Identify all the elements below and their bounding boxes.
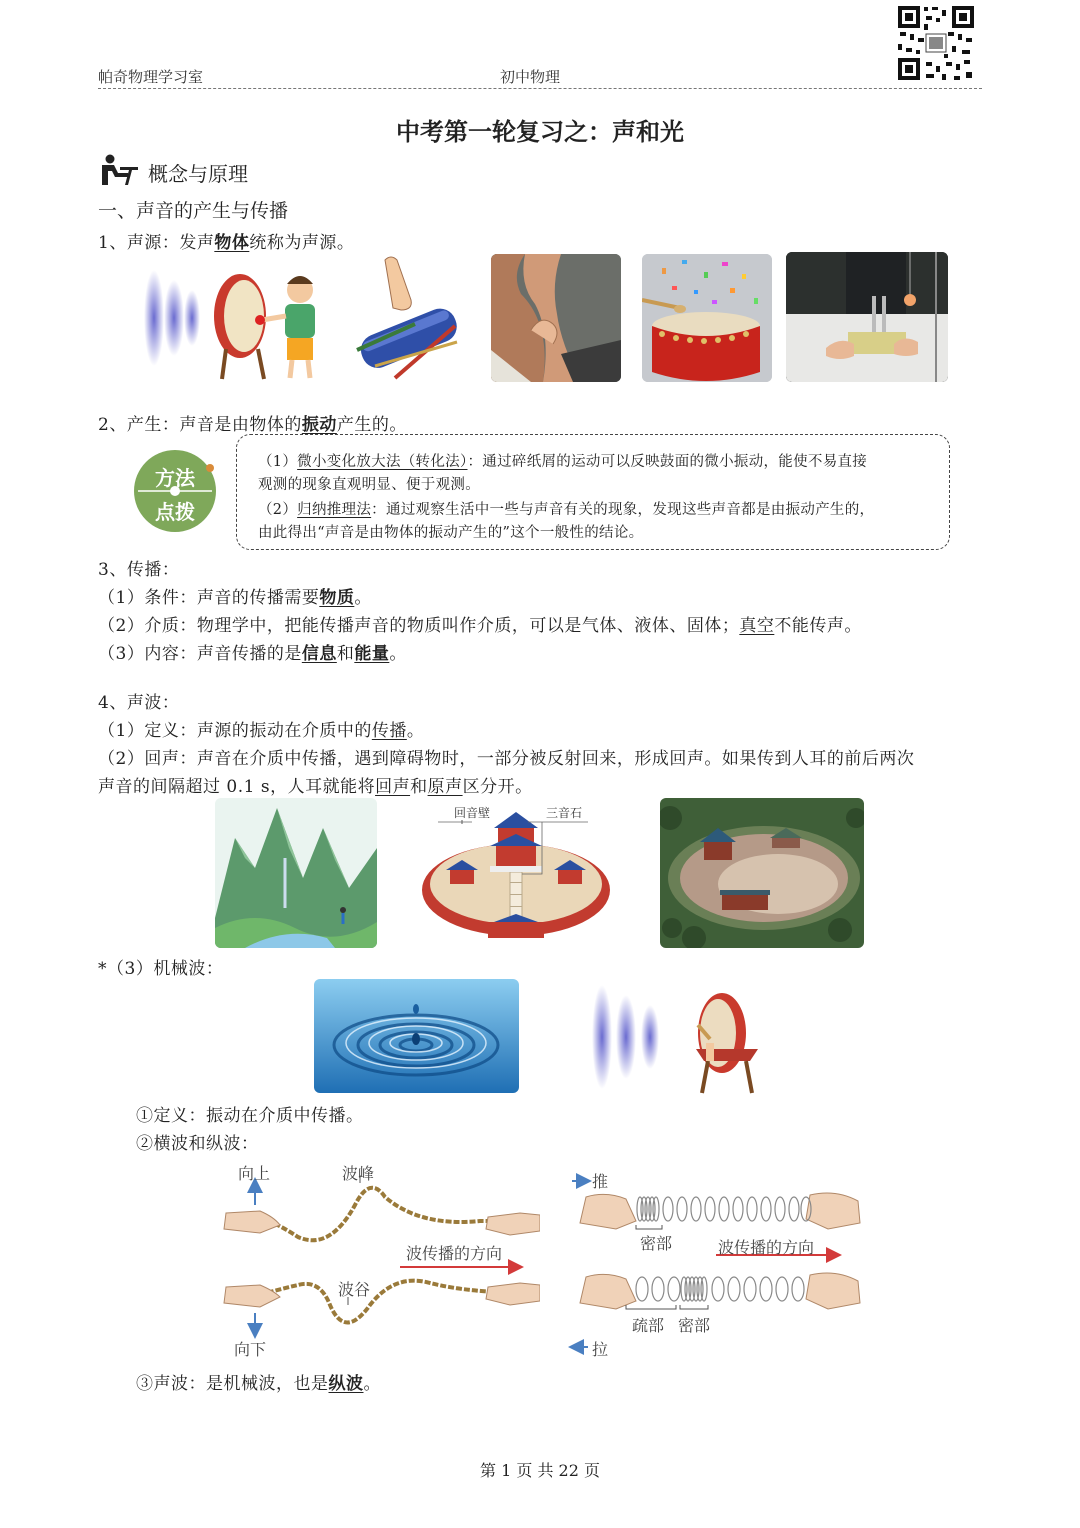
echo-wall-diagram [418, 798, 614, 948]
text: 声音的间隔超过 0.1 s，人耳就能将 [98, 777, 376, 797]
text: 2、产生：声音是由物体的 [98, 415, 302, 435]
text: （2）介质：物理学中，把能传播声音的物质叫作介质，可以是气体、液体、固体； [98, 616, 740, 636]
drum-wave-image [588, 979, 764, 1095]
longitudinal-wave-diagram [566, 1163, 866, 1363]
header-rule [98, 88, 982, 89]
propagation-medium [98, 611, 862, 636]
echo-line2 [98, 772, 533, 797]
text: 产生的。 [336, 415, 407, 435]
propagation-content [98, 639, 407, 664]
keyword: 能量 [354, 644, 390, 664]
rarefaction-label: 疏部 [632, 1316, 665, 1335]
text: （1）定义：声源的振动在介质中的 [98, 721, 372, 741]
page-title: 中考第一轮复习之：声和光 [396, 117, 684, 146]
propagation-heading: 3、传播： [98, 560, 180, 580]
soundwave-definition [98, 716, 424, 741]
keyword: 信息 [301, 644, 337, 664]
text: 。 [363, 1374, 381, 1394]
text: 和 [336, 644, 355, 664]
propagation-condition [98, 583, 372, 608]
student-desk-icon [98, 153, 140, 187]
text: （1）条件：声音的传播需要 [98, 588, 320, 608]
tip2-line1 [258, 498, 874, 519]
keyword: 真空 [739, 616, 775, 636]
trough-label: 波谷 [338, 1280, 371, 1299]
compression-label-2: 密部 [678, 1316, 711, 1335]
soundwave-heading: 4、声波： [98, 693, 180, 713]
badge-line2: 点拨 [155, 500, 195, 524]
text: ：通过碎纸屑的运动可以反映鼓面的微小振动，能使不易直接 [467, 454, 868, 470]
keyword: 回声 [375, 777, 411, 797]
push-label: 推 [592, 1172, 609, 1191]
crest-label: 波峰 [342, 1164, 375, 1183]
keyword: 传播 [371, 721, 407, 741]
text: 。 [354, 588, 372, 608]
qr-code[interactable] [896, 4, 976, 82]
echo-line1: （2）回声：声音在介质中传播，遇到障碍物时，一部分被反射回来，形成回声。如果传到人耳的前后两次 [98, 749, 915, 769]
direction-label-longitudinal: 波传播的方向 [718, 1238, 815, 1257]
keyword: 物质 [319, 588, 355, 608]
method-name: 微小变化放大法（转化法） [297, 454, 468, 470]
tip1-line2: 观测的现象直观明显、便于观测。 [258, 477, 480, 493]
drum-confetti-image [642, 254, 772, 382]
badge-line1: 方法 [155, 466, 195, 490]
compression-label: 密部 [640, 1234, 673, 1253]
wave-types-heading: ②横波和纵波： [136, 1134, 259, 1154]
pencil-case-image [345, 254, 470, 382]
method-badge [130, 448, 220, 534]
text: 不能传声。 [774, 616, 862, 636]
text: 统称为声源。 [249, 233, 355, 253]
section-heading: 概念与原理 [148, 162, 248, 186]
down-label: 向下 [234, 1340, 267, 1359]
text: ③声波：是机械波，也是 [136, 1374, 329, 1394]
method-name: 归纳推理法 [297, 502, 372, 518]
keyword: 振动 [301, 415, 337, 435]
header-center: 初中物理 [500, 68, 561, 86]
keyword: 原声 [427, 777, 463, 797]
pull-label: 拉 [592, 1340, 609, 1359]
text: 。 [406, 721, 425, 741]
temple-of-heaven-photo [660, 798, 864, 948]
three-stones-label: 三音石 [546, 806, 583, 820]
tip2-line2: 由此得出“声音是由物体的振动产生的”这个一般性的结论。 [258, 525, 644, 541]
text: （3）内容：声音传播的是 [98, 644, 302, 664]
keyword: 纵波 [328, 1374, 364, 1394]
sound-source-line [98, 228, 354, 253]
mechanical-wave-heading: *（3）机械波： [98, 959, 224, 979]
text: 。 [389, 644, 407, 664]
tuning-fork-image [786, 252, 948, 382]
mountain-echo-image [215, 798, 377, 948]
page-footer: 第 1 页 共 22 页 [480, 1461, 600, 1480]
text: 区分开。 [462, 777, 533, 797]
boy-drum-image [140, 254, 326, 382]
sound-wave-type-line [136, 1369, 381, 1394]
text: 和 [410, 777, 428, 797]
header-left: 帕奇物理学习室 [98, 68, 204, 86]
water-ripple-image [314, 979, 519, 1093]
text: （1） [258, 454, 298, 470]
throat-image [491, 254, 621, 382]
tip1-line1 [258, 450, 867, 471]
subsection-heading: 一、声音的产生与传播 [98, 200, 289, 222]
direction-label-transverse: 波传播的方向 [406, 1244, 503, 1263]
mechanical-wave-definition: ①定义：振动在介质中传播。 [136, 1106, 364, 1126]
keyword: 物体 [214, 233, 250, 253]
text: ：通过观察生活中一些与声音有关的现象，发现这些声音都是由振动产生的， [371, 502, 875, 518]
up-label: 向上 [238, 1164, 271, 1183]
production-line [98, 410, 407, 435]
transverse-wave-diagram [220, 1155, 540, 1360]
text: （2） [258, 502, 298, 518]
text: 1、声源：发声 [98, 233, 215, 253]
echo-wall-label: 回音壁 [454, 806, 491, 820]
